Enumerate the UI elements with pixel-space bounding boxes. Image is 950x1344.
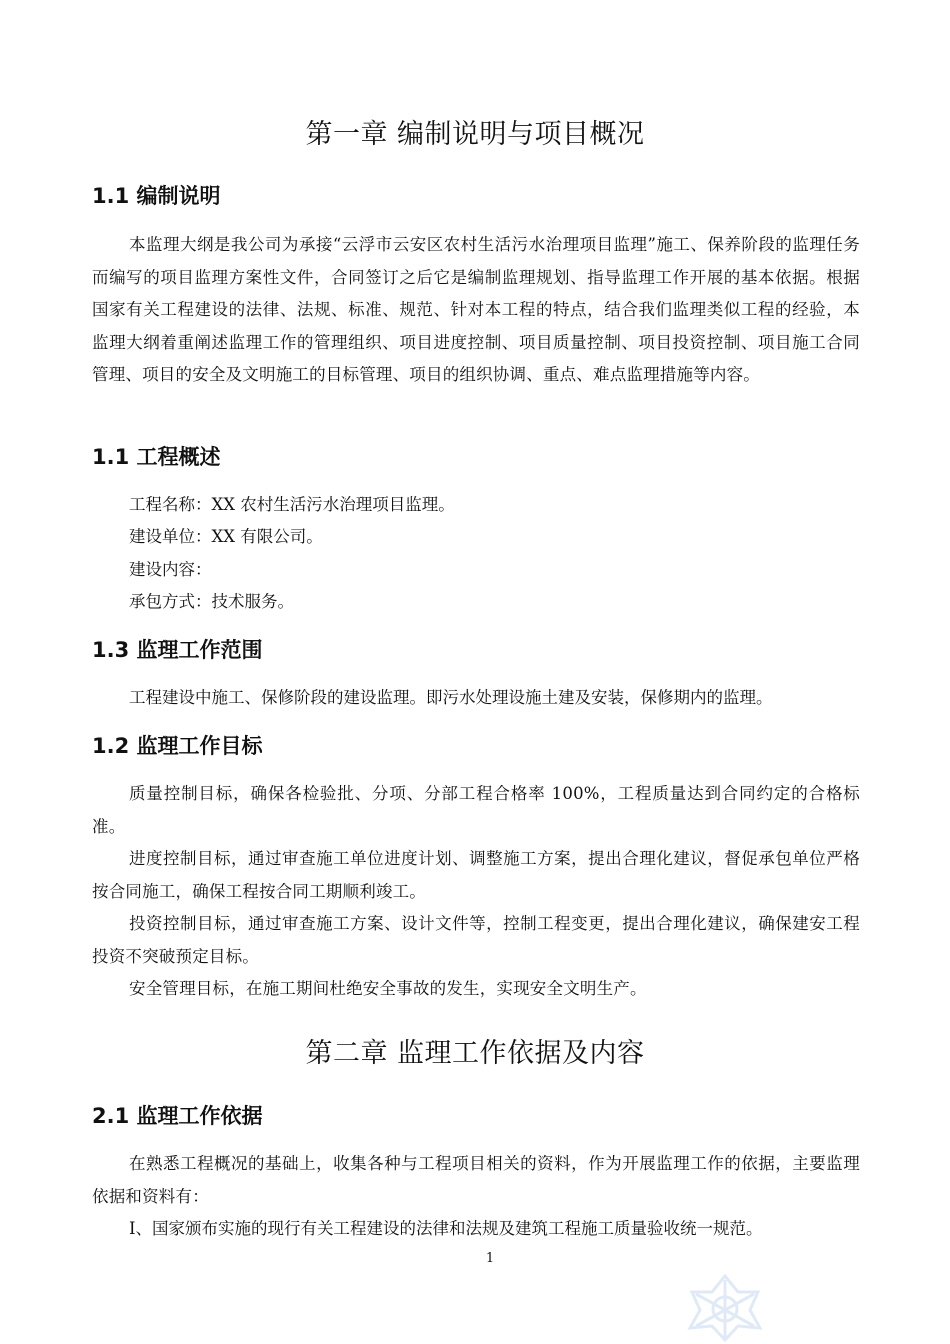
investment-goal-paragraph: 投资控制目标，通过审查施工方案、设计文件等，控制工程变更，提出合理化建议，确保建安工程投资不突破预定目标。	[92, 914, 860, 966]
section-2-1-paragraph: 在熟悉工程概况的基础上，收集各种与工程项目相关的资料，作为开展监理工作的依据，主要监理依据和资料有：	[92, 1154, 860, 1206]
section-1-1-heading: 1.1 编制说明	[92, 184, 221, 208]
section-overview-heading: 1.1 工程概述	[92, 445, 221, 469]
chapter-2-title: 第二章 监理工作依据及内容	[305, 1038, 645, 1069]
builder-unit-line: 建设单位：XX 有限公司。	[129, 527, 323, 546]
project-name-line: 工程名称：XX 农村生活污水治理项目监理。	[129, 495, 455, 514]
quality-goal-paragraph: 质量控制目标，确保各检验批、分项、分部工程合格率 100%，工程质量达到合同约定的合格标准。	[92, 784, 860, 836]
section-1-3-heading: 1.3 监理工作范围	[92, 638, 263, 662]
section-1-1-paragraph: 本监理大纲是我公司为承接“云浮市云安区农村生活污水治理项目监理”施工、保养阶段的监理任务而编写的项目监理方案性文件，合同签订之后它是编制监理规划、指导监理工作开展的基本依据。根据国家有关工程建设的法律、法规、标准、规范、针对本工程的特点，结合我们监理类似工程的经验，本监理大纲着重阐述监理工作的管理组织、项目进度控制、项目质量控制、项目投资控制、项目施工合同管理、项目的安全及文明施工的目标管理、项目的组织协调、重点、难点监理措施等内容。	[92, 235, 860, 384]
build-content-line: 建设内容：	[129, 560, 212, 579]
section-2-1-heading: 2.1 监理工作依据	[92, 1104, 263, 1128]
basis-item-1: Ⅰ、国家颁布实施的现行有关工程建设的法律和法规及建筑工程施工质量验收统一规范。	[129, 1219, 763, 1238]
schedule-goal-paragraph: 进度控制目标，通过审查施工单位进度计划、调整施工方案，提出合理化建议，督促承包单位严格按合同施工，确保工程按合同工期顺利竣工。	[92, 849, 860, 901]
page-number: 1	[485, 1251, 495, 1266]
safety-goal-paragraph: 安全管理目标，在施工期间杜绝安全事故的发生，实现安全文明生产。	[129, 979, 647, 998]
watermark-logo-icon	[680, 1272, 770, 1342]
contract-mode-line: 承包方式：技术服务。	[129, 592, 294, 611]
section-1-3-paragraph: 工程建设中施工、保修阶段的建设监理。即污水处理设施土建及安装，保修期内的监理。	[129, 688, 773, 707]
chapter-1-title: 第一章 编制说明与项目概况	[305, 119, 645, 150]
section-goals-heading: 1.2 监理工作目标	[92, 734, 263, 758]
